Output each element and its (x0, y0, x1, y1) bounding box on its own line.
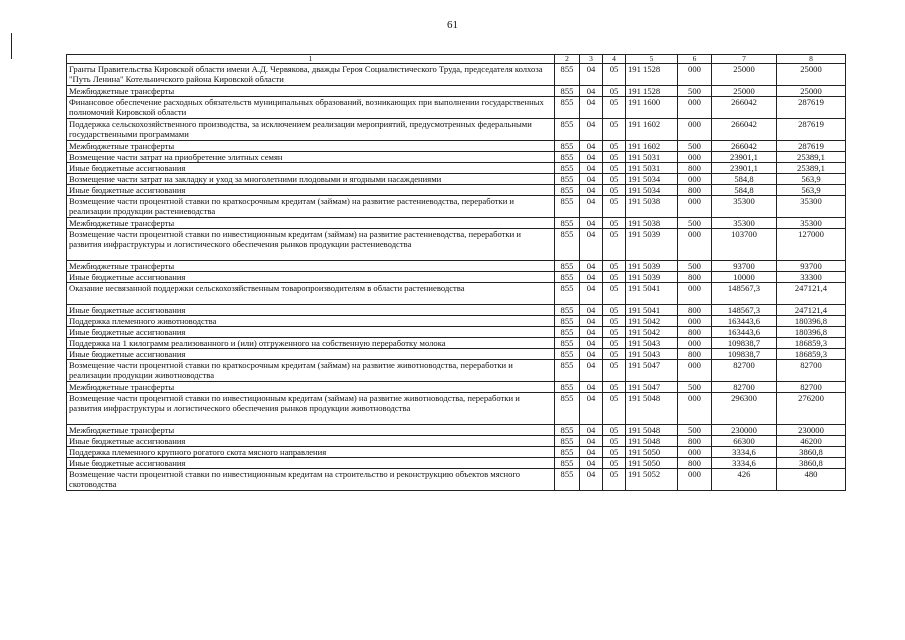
row-amount-year-2: 93700 (777, 261, 846, 272)
row-name: Иные бюджетные ассигнования (67, 305, 555, 316)
table-row (67, 86, 846, 97)
row-expense-type: 500 (678, 425, 712, 436)
row-ministry-code: 855 (555, 196, 580, 218)
row-ministry-code: 855 (555, 327, 580, 338)
table-row (67, 316, 846, 327)
row-expense-type: 000 (678, 283, 712, 305)
row-target-code: 191 5048 (626, 436, 678, 447)
row-ministry-code: 855 (555, 218, 580, 229)
row-subsection-code: 05 (603, 436, 626, 447)
table-row (67, 218, 846, 229)
row-amount-year-2: 230000 (777, 425, 846, 436)
row-target-code: 191 5048 (626, 393, 678, 425)
row-expense-type: 500 (678, 382, 712, 393)
row-name: Финансовое обеспечение расходных обязательств муниципальных образований, возникающих при выполнении государственных полномочий Кировской области (67, 97, 555, 119)
row-amount-year-1: 584,8 (712, 174, 777, 185)
table-row (67, 141, 846, 152)
table-row (67, 185, 846, 196)
row-subsection-code: 05 (603, 393, 626, 425)
row-amount-year-1: 10000 (712, 272, 777, 283)
row-ministry-code: 855 (555, 86, 580, 97)
table-row (67, 458, 846, 469)
row-subsection-code: 05 (603, 458, 626, 469)
row-ministry-code: 855 (555, 141, 580, 152)
row-subsection-code: 05 (603, 64, 626, 86)
row-name: Межбюджетные трансферты (67, 86, 555, 97)
row-ministry-code: 855 (555, 97, 580, 119)
row-amount-year-2: 25389,1 (777, 152, 846, 163)
row-ministry-code: 855 (555, 272, 580, 283)
row-section-code: 04 (580, 360, 603, 382)
margin-mark (11, 33, 12, 59)
row-section-code: 04 (580, 382, 603, 393)
row-ministry-code: 855 (555, 229, 580, 261)
table-row (67, 382, 846, 393)
row-ministry-code: 855 (555, 469, 580, 491)
row-name: Иные бюджетные ассигнования (67, 327, 555, 338)
row-amount-year-2: 563,9 (777, 174, 846, 185)
row-amount-year-2: 480 (777, 469, 846, 491)
row-name: Возмещение части процентной ставки по краткосрочным кредитам (займам) на развитие животноводства, переработки и реализации продукции животноводства (67, 360, 555, 382)
row-amount-year-1: 296300 (712, 393, 777, 425)
row-expense-type: 800 (678, 458, 712, 469)
row-amount-year-1: 148567,3 (712, 283, 777, 305)
row-amount-year-1: 230000 (712, 425, 777, 436)
table-row (67, 327, 846, 338)
row-expense-type: 000 (678, 174, 712, 185)
row-expense-type: 000 (678, 469, 712, 491)
row-section-code: 04 (580, 174, 603, 185)
row-section-code: 04 (580, 86, 603, 97)
row-section-code: 04 (580, 447, 603, 458)
row-expense-type: 000 (678, 97, 712, 119)
row-amount-year-2: 127000 (777, 229, 846, 261)
table-row (67, 196, 846, 218)
table-row (67, 305, 846, 316)
row-amount-year-2: 287619 (777, 119, 846, 141)
row-section-code: 04 (580, 349, 603, 360)
header-cell: 2 (555, 55, 580, 64)
row-target-code: 191 5031 (626, 163, 678, 174)
row-target-code: 191 5042 (626, 316, 678, 327)
table-row (67, 283, 846, 305)
header-cell: 1 (67, 55, 555, 64)
row-target-code: 191 1600 (626, 97, 678, 119)
table-row (67, 272, 846, 283)
header-cell: 8 (777, 55, 846, 64)
row-subsection-code: 05 (603, 327, 626, 338)
table-row (67, 152, 846, 163)
row-subsection-code: 05 (603, 283, 626, 305)
row-expense-type: 000 (678, 229, 712, 261)
row-expense-type: 500 (678, 261, 712, 272)
row-amount-year-1: 82700 (712, 382, 777, 393)
row-subsection-code: 05 (603, 305, 626, 316)
row-amount-year-1: 163443,6 (712, 316, 777, 327)
row-target-code: 191 5041 (626, 283, 678, 305)
row-amount-year-1: 23901,1 (712, 152, 777, 163)
row-amount-year-2: 287619 (777, 97, 846, 119)
row-expense-type: 800 (678, 305, 712, 316)
row-amount-year-1: 93700 (712, 261, 777, 272)
table-row (67, 469, 846, 491)
row-subsection-code: 05 (603, 218, 626, 229)
row-expense-type: 000 (678, 360, 712, 382)
row-expense-type: 000 (678, 152, 712, 163)
row-expense-type: 800 (678, 272, 712, 283)
row-subsection-code: 05 (603, 141, 626, 152)
row-subsection-code: 05 (603, 272, 626, 283)
row-subsection-code: 05 (603, 425, 626, 436)
table-row (67, 349, 846, 360)
row-target-code: 191 1602 (626, 141, 678, 152)
row-expense-type: 800 (678, 163, 712, 174)
row-target-code: 191 5047 (626, 360, 678, 382)
row-amount-year-1: 426 (712, 469, 777, 491)
row-amount-year-1: 109838,7 (712, 338, 777, 349)
row-amount-year-2: 276200 (777, 393, 846, 425)
row-ministry-code: 855 (555, 425, 580, 436)
row-ministry-code: 855 (555, 261, 580, 272)
row-section-code: 04 (580, 152, 603, 163)
row-section-code: 04 (580, 327, 603, 338)
row-amount-year-1: 266042 (712, 141, 777, 152)
row-name: Возмещение части затрат на закладку и уход за многолетними плодовыми и ягодными насаждениями (67, 174, 555, 185)
row-amount-year-1: 66300 (712, 436, 777, 447)
row-name: Иные бюджетные ассигнования (67, 349, 555, 360)
row-expense-type: 500 (678, 218, 712, 229)
row-name: Межбюджетные трансферты (67, 261, 555, 272)
row-amount-year-2: 3860,8 (777, 458, 846, 469)
row-ministry-code: 855 (555, 360, 580, 382)
row-section-code: 04 (580, 338, 603, 349)
header-cell: 4 (603, 55, 626, 64)
row-section-code: 04 (580, 436, 603, 447)
row-section-code: 04 (580, 305, 603, 316)
row-amount-year-2: 247121,4 (777, 283, 846, 305)
row-name: Межбюджетные трансферты (67, 382, 555, 393)
row-section-code: 04 (580, 196, 603, 218)
budget-table (66, 54, 846, 491)
row-name: Межбюджетные трансферты (67, 141, 555, 152)
row-subsection-code: 05 (603, 349, 626, 360)
row-amount-year-2: 3860,8 (777, 447, 846, 458)
table-row (67, 360, 846, 382)
row-subsection-code: 05 (603, 338, 626, 349)
header-cell: 6 (678, 55, 712, 64)
row-expense-type: 800 (678, 327, 712, 338)
row-expense-type: 000 (678, 316, 712, 327)
row-section-code: 04 (580, 97, 603, 119)
row-section-code: 04 (580, 469, 603, 491)
row-amount-year-2: 563,9 (777, 185, 846, 196)
row-amount-year-2: 25000 (777, 64, 846, 86)
row-amount-year-2: 287619 (777, 141, 846, 152)
row-subsection-code: 05 (603, 97, 626, 119)
row-target-code: 191 5031 (626, 152, 678, 163)
table-row (67, 174, 846, 185)
row-ministry-code: 855 (555, 382, 580, 393)
row-target-code: 191 5039 (626, 272, 678, 283)
row-section-code: 04 (580, 425, 603, 436)
header-cell: 7 (712, 55, 777, 64)
row-name: Иные бюджетные ассигнования (67, 436, 555, 447)
row-amount-year-2: 33300 (777, 272, 846, 283)
row-expense-type: 500 (678, 141, 712, 152)
row-subsection-code: 05 (603, 86, 626, 97)
row-target-code: 191 5042 (626, 327, 678, 338)
table-body (67, 55, 846, 491)
row-expense-type: 800 (678, 185, 712, 196)
row-target-code: 191 5038 (626, 218, 678, 229)
table-row (67, 97, 846, 119)
row-target-code: 191 1528 (626, 86, 678, 97)
row-subsection-code: 05 (603, 196, 626, 218)
row-section-code: 04 (580, 185, 603, 196)
row-target-code: 191 1602 (626, 119, 678, 141)
row-expense-type: 800 (678, 349, 712, 360)
row-target-code: 191 5034 (626, 185, 678, 196)
table-row (67, 261, 846, 272)
row-amount-year-2: 180396,8 (777, 316, 846, 327)
row-subsection-code: 05 (603, 174, 626, 185)
row-ministry-code: 855 (555, 305, 580, 316)
row-section-code: 04 (580, 163, 603, 174)
row-amount-year-2: 25389,1 (777, 163, 846, 174)
row-expense-type: 000 (678, 196, 712, 218)
row-subsection-code: 05 (603, 360, 626, 382)
table-row (67, 338, 846, 349)
row-amount-year-1: 3334,6 (712, 447, 777, 458)
row-amount-year-2: 186859,3 (777, 338, 846, 349)
row-ministry-code: 855 (555, 316, 580, 327)
row-subsection-code: 05 (603, 163, 626, 174)
row-ministry-code: 855 (555, 349, 580, 360)
row-name: Оказание несвязанной поддержки сельскохозяйственным товаропроизводителям в области растениеводства (67, 283, 555, 305)
row-subsection-code: 05 (603, 119, 626, 141)
row-expense-type: 000 (678, 338, 712, 349)
row-ministry-code: 855 (555, 152, 580, 163)
row-amount-year-2: 247121,4 (777, 305, 846, 316)
row-amount-year-1: 25000 (712, 64, 777, 86)
row-name: Поддержка племенного крупного рогатого скота мясного направления (67, 447, 555, 458)
row-section-code: 04 (580, 64, 603, 86)
row-section-code: 04 (580, 141, 603, 152)
row-amount-year-1: 148567,3 (712, 305, 777, 316)
row-target-code: 191 5047 (626, 382, 678, 393)
table-row (67, 163, 846, 174)
row-target-code: 191 5048 (626, 425, 678, 436)
row-section-code: 04 (580, 261, 603, 272)
row-expense-type: 500 (678, 86, 712, 97)
row-ministry-code: 855 (555, 436, 580, 447)
row-target-code: 191 5039 (626, 261, 678, 272)
row-ministry-code: 855 (555, 174, 580, 185)
header-cell: 5 (626, 55, 678, 64)
row-subsection-code: 05 (603, 152, 626, 163)
row-ministry-code: 855 (555, 163, 580, 174)
row-amount-year-1: 25000 (712, 86, 777, 97)
row-target-code: 191 5050 (626, 458, 678, 469)
row-subsection-code: 05 (603, 447, 626, 458)
row-ministry-code: 855 (555, 64, 580, 86)
row-expense-type: 000 (678, 119, 712, 141)
row-amount-year-2: 35300 (777, 196, 846, 218)
row-name: Возмещение части процентной ставки по краткосрочным кредитам (займам) на развитие растениеводства, переработки и реализации продукции растениеводства (67, 196, 555, 218)
row-target-code: 191 1528 (626, 64, 678, 86)
row-expense-type: 000 (678, 447, 712, 458)
row-name: Возмещение части затрат на приобретение элитных семян (67, 152, 555, 163)
row-section-code: 04 (580, 316, 603, 327)
row-amount-year-2: 46200 (777, 436, 846, 447)
row-target-code: 191 5034 (626, 174, 678, 185)
row-amount-year-2: 25000 (777, 86, 846, 97)
row-amount-year-1: 266042 (712, 119, 777, 141)
table-row (67, 119, 846, 141)
row-amount-year-1: 3334,6 (712, 458, 777, 469)
row-section-code: 04 (580, 272, 603, 283)
row-target-code: 191 5039 (626, 229, 678, 261)
row-target-code: 191 5043 (626, 338, 678, 349)
page-number: 61 (447, 19, 458, 31)
row-expense-type: 000 (678, 393, 712, 425)
header-cell: 3 (580, 55, 603, 64)
row-amount-year-2: 82700 (777, 382, 846, 393)
row-name: Возмещение части процентной ставки по инвестиционным кредитам на строительство и реконструкцию объектов мясного скотоводства (67, 469, 555, 491)
row-ministry-code: 855 (555, 283, 580, 305)
table-row (67, 436, 846, 447)
row-amount-year-2: 82700 (777, 360, 846, 382)
row-name: Межбюджетные трансферты (67, 218, 555, 229)
row-target-code: 191 5043 (626, 349, 678, 360)
row-amount-year-2: 180396,8 (777, 327, 846, 338)
row-subsection-code: 05 (603, 185, 626, 196)
table-row (67, 447, 846, 458)
row-section-code: 04 (580, 283, 603, 305)
row-subsection-code: 05 (603, 382, 626, 393)
table-row (67, 393, 846, 425)
row-name: Иные бюджетные ассигнования (67, 185, 555, 196)
row-expense-type: 800 (678, 436, 712, 447)
row-expense-type: 000 (678, 64, 712, 86)
row-amount-year-1: 103700 (712, 229, 777, 261)
row-ministry-code: 855 (555, 119, 580, 141)
row-section-code: 04 (580, 458, 603, 469)
row-target-code: 191 5050 (626, 447, 678, 458)
row-name: Иные бюджетные ассигнования (67, 163, 555, 174)
row-name: Иные бюджетные ассигнования (67, 458, 555, 469)
row-name: Поддержка сельскохозяйственного производства, за исключением реализации мероприятий, предусмотренных федеральными государственными программами (67, 119, 555, 141)
table-row (67, 425, 846, 436)
row-ministry-code: 855 (555, 458, 580, 469)
row-subsection-code: 05 (603, 229, 626, 261)
table-row (67, 64, 846, 86)
row-name: Межбюджетные трансферты (67, 425, 555, 436)
row-target-code: 191 5052 (626, 469, 678, 491)
row-name: Поддержка племенного животноводства (67, 316, 555, 327)
row-name: Возмещение части процентной ставки по инвестиционным кредитам (займам) на развитие животноводства, переработки и развития инфраструктуры и логистического обеспечения рынков продукции животноводства (67, 393, 555, 425)
row-amount-year-1: 23901,1 (712, 163, 777, 174)
row-subsection-code: 05 (603, 469, 626, 491)
row-section-code: 04 (580, 119, 603, 141)
row-amount-year-1: 35300 (712, 218, 777, 229)
row-ministry-code: 855 (555, 393, 580, 425)
header-row (67, 55, 846, 64)
row-amount-year-1: 163443,6 (712, 327, 777, 338)
row-name: Гранты Правительства Кировской области имени А.Д. Червякова, дважды Героя Социалистического Труда, председателя колхоза "Путь Ленина" Котельничского района Кировской области (67, 64, 555, 86)
row-ministry-code: 855 (555, 185, 580, 196)
row-amount-year-2: 35300 (777, 218, 846, 229)
row-name: Поддержка на 1 килограмм реализованного и (или) отгруженного на собственную переработку молока (67, 338, 555, 349)
row-name: Возмещение части процентной ставки по инвестиционным кредитам (займам) на развитие растениеводства, переработки и развития инфраструктуры и логистического обеспечения рынков продукции растениеводства (67, 229, 555, 261)
row-section-code: 04 (580, 229, 603, 261)
row-target-code: 191 5038 (626, 196, 678, 218)
row-amount-year-1: 109838,7 (712, 349, 777, 360)
row-section-code: 04 (580, 218, 603, 229)
row-amount-year-2: 186859,3 (777, 349, 846, 360)
row-ministry-code: 855 (555, 338, 580, 349)
row-amount-year-1: 35300 (712, 196, 777, 218)
row-section-code: 04 (580, 393, 603, 425)
row-target-code: 191 5041 (626, 305, 678, 316)
row-amount-year-1: 584,8 (712, 185, 777, 196)
row-subsection-code: 05 (603, 261, 626, 272)
row-subsection-code: 05 (603, 316, 626, 327)
row-amount-year-1: 266042 (712, 97, 777, 119)
row-amount-year-1: 82700 (712, 360, 777, 382)
table-row (67, 229, 846, 261)
row-ministry-code: 855 (555, 447, 580, 458)
row-name: Иные бюджетные ассигнования (67, 272, 555, 283)
